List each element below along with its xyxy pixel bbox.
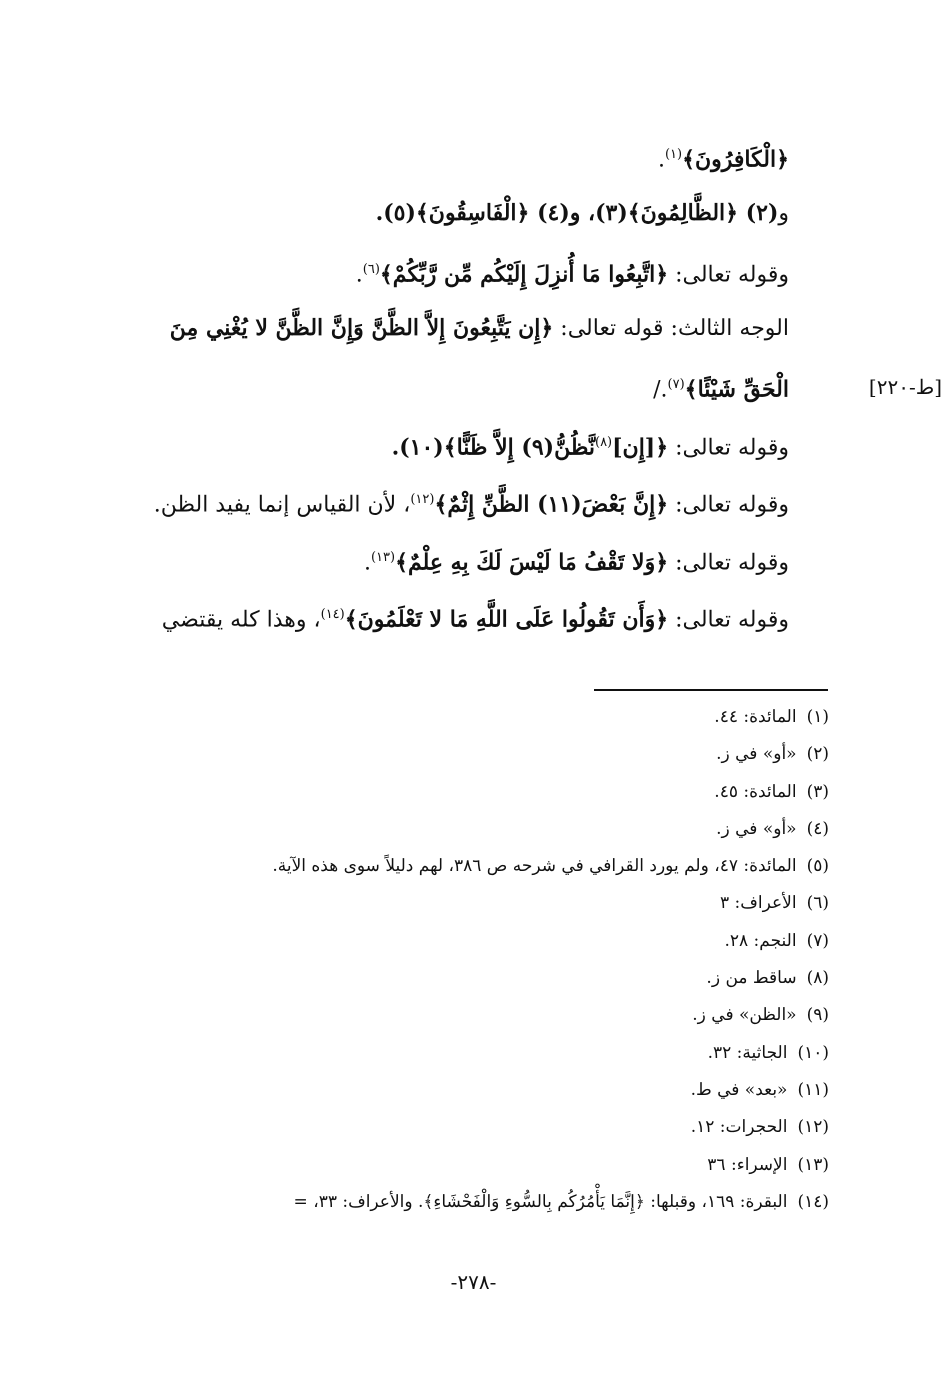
quran-quote: ﴿اتَّبِعُوا مَا أُنزِلَ إِلَيْكُم مِّن رَّبِّكُمْ﴾ (379, 261, 669, 288)
footnote: (٣)المائدة: ٤٥. (714, 781, 829, 802)
footnote: (٥)المائدة: ٤٧، ولم يورد القرافي في شرحه ص ٣٨٦، لهم دليلاً سوى هذه الآية. (272, 856, 829, 877)
footnote: (٧)النجم: ٢٨. (724, 930, 829, 951)
main-text (99, 140, 789, 658)
footnote: (١١)«بعد» في ط. (690, 1079, 829, 1100)
quran-quote: ﴿إِنَّ بَعْضَ(١١) الظَّنِّ إِثْمٌ﴾ (434, 491, 669, 518)
footnote-ref: (٨) (594, 434, 613, 450)
text-line-1: ﴿الْكَافِرُونَ﴾$^{(١)}$. (657, 146, 789, 173)
text-line-8: وقوله تعالى: ﴿وَلا تَقْفُ مَا لَيْسَ لَكَ بِهِ عِلْمٌ﴾$^{(١٣)}$. (363, 548, 789, 575)
page-number: -٢٧٨- (450, 1270, 497, 1294)
footnote: (٢)«أو» في ز. (716, 744, 829, 765)
footnote-ref: (١) (664, 147, 683, 162)
footnote-divider (594, 689, 828, 691)
text-line-3: وقوله تعالى: ﴿اتَّبِعُوا مَا أُنزِلَ إِلَيْكُم مِّن رَّبِّكُمْ﴾$^{(٦)}$. (355, 261, 789, 288)
text-line-5: الْحَقِّ شَيْئًا﴾$^{(٧)}$./ (653, 376, 789, 403)
footnote: (١٠)الجاثية: ٣٢. (707, 1042, 829, 1063)
footnote: (٤)«أو» في ز. (716, 818, 829, 839)
footnote: (١٣)الإسراء: ٣٦ (707, 1154, 829, 1175)
footnote-ref: (٧) (667, 377, 685, 392)
footnote-ref: (١٤) (320, 607, 345, 622)
quran-quote: ﴿وَلا تَقْفُ مَا لَيْسَ لَكَ بِهِ عِلْمٌ﴾ (395, 548, 669, 575)
footnote: (٩)«الظن» في ز. (692, 1005, 829, 1026)
text-line-9: وقوله تعالى: ﴿وَأَن تَقُولُوا عَلَى اللَّهِ مَا لا تَعْلَمُونَ﴾$^{(١٤)}$، وهذا كله يقتضي (161, 606, 789, 633)
footnote: (٨)ساقط من ز. (706, 968, 829, 989)
footnote-ref: (١٣) (370, 549, 396, 565)
quran-quote: الْحَقِّ شَيْئًا﴾ (684, 376, 789, 403)
footnotes (109, 705, 829, 1227)
quran-quote: ﴿وَأَن تَقُولُوا عَلَى اللَّهِ مَا لا تَعْلَمُونَ﴾ (344, 606, 669, 633)
quran-quote: ﴿[إِن] (612, 433, 669, 460)
footnote: (١٢)الحجرات: ١٢. (690, 1117, 829, 1138)
quran-quote: ﴿الْكَافِرُونَ﴾ (682, 146, 789, 173)
text-line-7: وقوله تعالى: ﴿إِنَّ بَعْضَ(١١) الظَّنِّ إِثْمٌ﴾$^{(١٢)}$، لأن القياس إنما يفيد الظن. (153, 491, 789, 518)
footnote: (١٤)البقرة: ١٦٩، وقبلها: ﴿إِنَّمَا يَأْمُرُكُم بِالسُّوءِ وَالْفَحْشَاءِ﴾. والأعراف: ٣٣، = (293, 1191, 829, 1212)
footnote-ref: (١٢) (410, 492, 435, 507)
footnote: (٦)الأعراف: ٣ (720, 893, 829, 914)
text-line-4: الوجه الثالث: قوله تعالى: ﴿إِن يَتَّبِعُونَ إِلاَّ الظَّنَّ وَإِنَّ الظَّنَّ لا يُغْنِي مِنَ (169, 314, 789, 341)
quran-quote: ﴿إِن يَتَّبِعُونَ إِلاَّ الظَّنَّ وَإِنَّ الظَّنَّ لا يُغْنِي مِنَ (169, 314, 554, 341)
quran-quote: (٢) ﴿الظَّالِمُونَ﴾(٣)، و(٤) ﴿الْفَاسِقُونَ﴾(٥). (375, 199, 779, 226)
edition-page-marker: [ط-٢٢٠] (868, 375, 942, 399)
footnote: (١)المائدة: ٤٤. (714, 707, 829, 727)
footnote-ref: (٦) (362, 262, 380, 277)
text-line-2: و(٢) ﴿الظَّالِمُونَ﴾(٣)، و(٤) ﴿الْفَاسِقُونَ﴾(٥). (375, 199, 789, 226)
text-line-6: وقوله تعالى: ﴿[إِن]$^{(٨)}$نَّظُنُّ(٩) إِلاَّ ظَنًّا﴾(١٠). (391, 433, 789, 460)
